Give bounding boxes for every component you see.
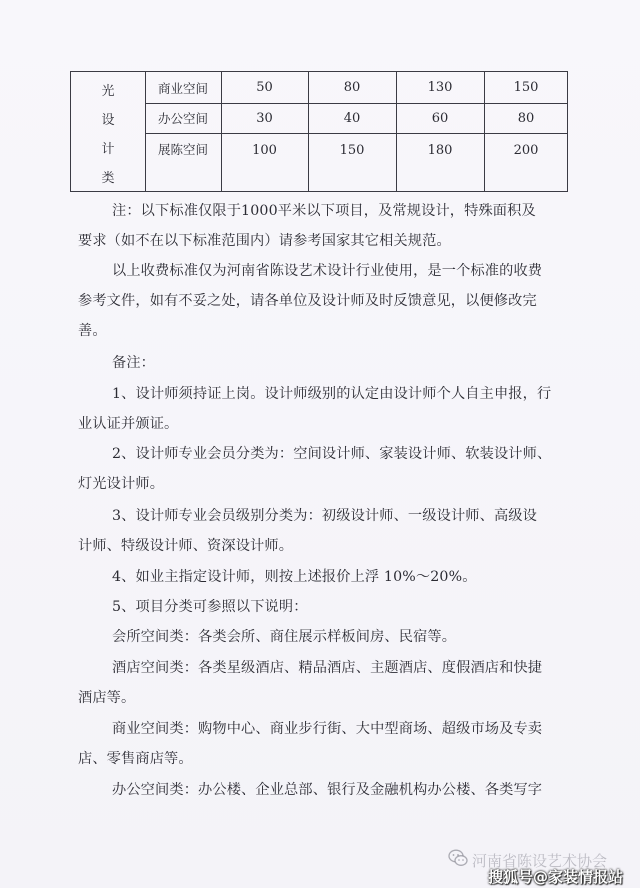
table-cell: 50	[256, 80, 273, 95]
table-divider	[145, 103, 567, 104]
category-line: 商业空间类：购物中心、商业步行街、大中型商场、超级市场及专卖	[112, 721, 543, 737]
table-cell: 200	[513, 143, 539, 158]
remark-item: 4、如业主指定设计师，则按上述报价上浮 10%～20%。	[112, 569, 477, 585]
remark-item: 3、设计师专业会员级别分类为：初级设计师、一级设计师、高级设	[112, 508, 537, 524]
remark-item: 业认证并颁证。	[78, 416, 179, 432]
remark-item: 计师、特级设计师、资深设计师。	[78, 538, 294, 554]
paragraph-line: 参考文件，如有不妥之处，请各单位及设计师及时反馈意见，以便修改完	[78, 293, 537, 309]
category-char: 光	[101, 84, 115, 99]
table-cell: 150	[513, 80, 539, 95]
table-cell: 180	[427, 143, 453, 158]
category-line: 店、零售商店等。	[78, 751, 193, 767]
table-cell: 100	[252, 143, 277, 158]
table-cell: 150	[339, 143, 365, 158]
remark-item: 5、项目分类可参照以下说明：	[112, 599, 308, 615]
table-cell: 60	[431, 111, 449, 126]
note-line: 要求（如不在以下标准范围内）请参考国家其它相关规范。	[78, 233, 451, 249]
category-line: 办公空间类：办公楼、企业总部、银行及金融机构办公楼、各类写字	[112, 782, 543, 798]
category-line: 酒店等。	[78, 690, 136, 706]
paragraph-line: 以上收费标准仅为河南省陈设艺术设计行业使用，是一个标准的收费	[112, 263, 543, 279]
table-row-label: 展陈空间	[157, 142, 208, 157]
category-char: 类	[101, 171, 115, 186]
table-cell: 80	[517, 111, 535, 126]
table-cell: 130	[427, 80, 453, 95]
remark-item: 2、设计师专业会员分类为：空间设计师、家装设计师、软装设计师、	[112, 446, 552, 462]
table-divider	[145, 133, 567, 134]
fee-table	[70, 71, 568, 192]
table-row-label: 商业空间	[157, 81, 208, 96]
remark-item: 1、设计师须持证上岗。设计师级别的认定由设计师个人自主申报，行	[112, 386, 552, 402]
paragraph-line: 善。	[78, 323, 107, 339]
table-row-label: 办公空间	[157, 111, 208, 126]
remark-item: 灯光设计师。	[78, 476, 165, 492]
category-char: 设	[101, 113, 115, 128]
wechat-icon	[448, 848, 468, 868]
table-cell: 30	[256, 111, 273, 126]
watermark-site: 搜狐号@家装情报站	[488, 868, 624, 886]
table-cell: 40	[343, 111, 361, 126]
watermark-org: 河南省陈设艺术协会	[472, 852, 608, 870]
note-line: 注：以下标准仅限于1000平米以下项目，及常规设计，特殊面积及	[112, 203, 536, 219]
remarks-heading: 备注：	[112, 355, 156, 371]
category-line: 酒店空间类：各类星级酒店、精品酒店、主题酒店、度假酒店和快捷	[112, 660, 543, 676]
category-line: 会所空间类：各类会所、商住展示样板间房、民宿等。	[112, 629, 457, 645]
category-char: 计	[101, 142, 115, 157]
table-cell: 80	[343, 80, 361, 95]
